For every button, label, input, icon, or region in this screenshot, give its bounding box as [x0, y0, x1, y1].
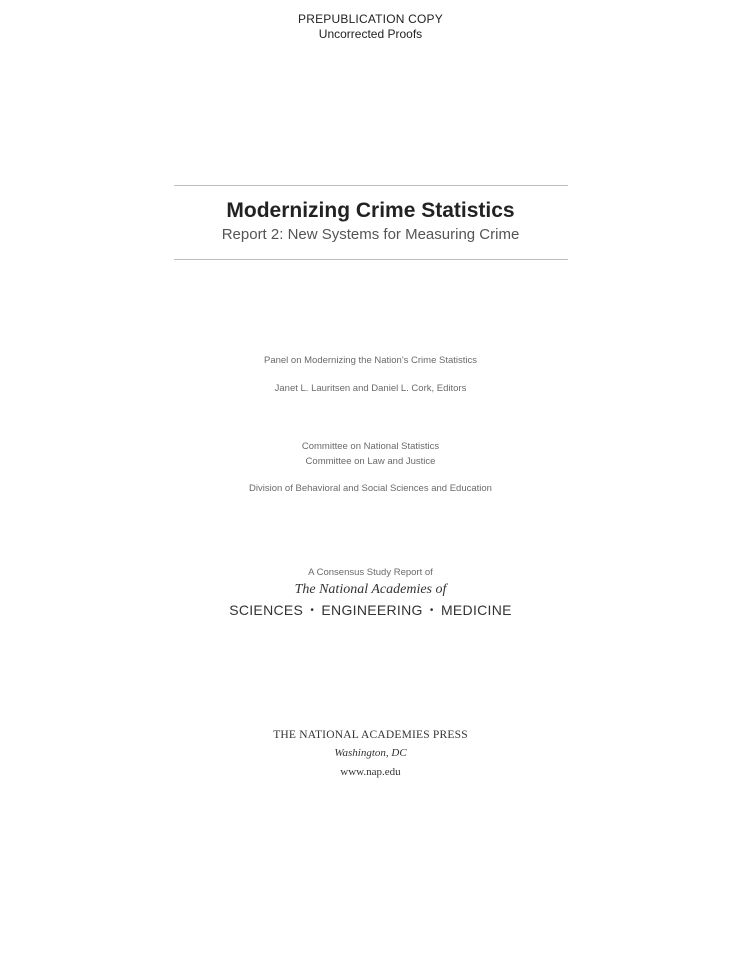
- title-top-rule: [174, 185, 568, 186]
- press-url: www.nap.edu: [340, 766, 401, 778]
- sem-wordmark: [0, 602, 741, 618]
- uncorrected-proofs-label: Uncorrected Proofs: [318, 27, 423, 41]
- press-city: Washington, DC: [334, 747, 407, 759]
- book-title: Modernizing Crime Statistics: [226, 199, 515, 222]
- committee-national-statistics: Committee on National Statistics: [301, 441, 440, 452]
- committee-law-justice: Committee on Law and Justice: [305, 456, 436, 467]
- national-academies-label: The National Academies of: [294, 582, 447, 597]
- prepublication-label: PREPUBLICATION COPY: [298, 12, 443, 26]
- sem-medicine: MEDICINE: [440, 602, 512, 618]
- consensus-study-label: A Consensus Study Report of: [308, 567, 433, 578]
- sem-separator-1: •: [310, 605, 315, 616]
- panel-name: Panel on Modernizing the Nation's Crime Statistics: [263, 355, 478, 366]
- sem-separator-2: •: [429, 605, 434, 616]
- division-name: Division of Behavioral and Social Sciences and Education: [249, 483, 492, 494]
- press-name: THE NATIONAL ACADEMIES PRESS: [273, 729, 468, 741]
- editors-line: Janet L. Lauritsen and Daniel L. Cork, Editors: [274, 383, 467, 394]
- sem-engineering: ENGINEERING: [321, 602, 423, 618]
- book-subtitle: Report 2: New Systems for Measuring Crime: [221, 226, 520, 243]
- sem-sciences: SCIENCES: [229, 602, 304, 618]
- title-bottom-rule: [174, 259, 568, 260]
